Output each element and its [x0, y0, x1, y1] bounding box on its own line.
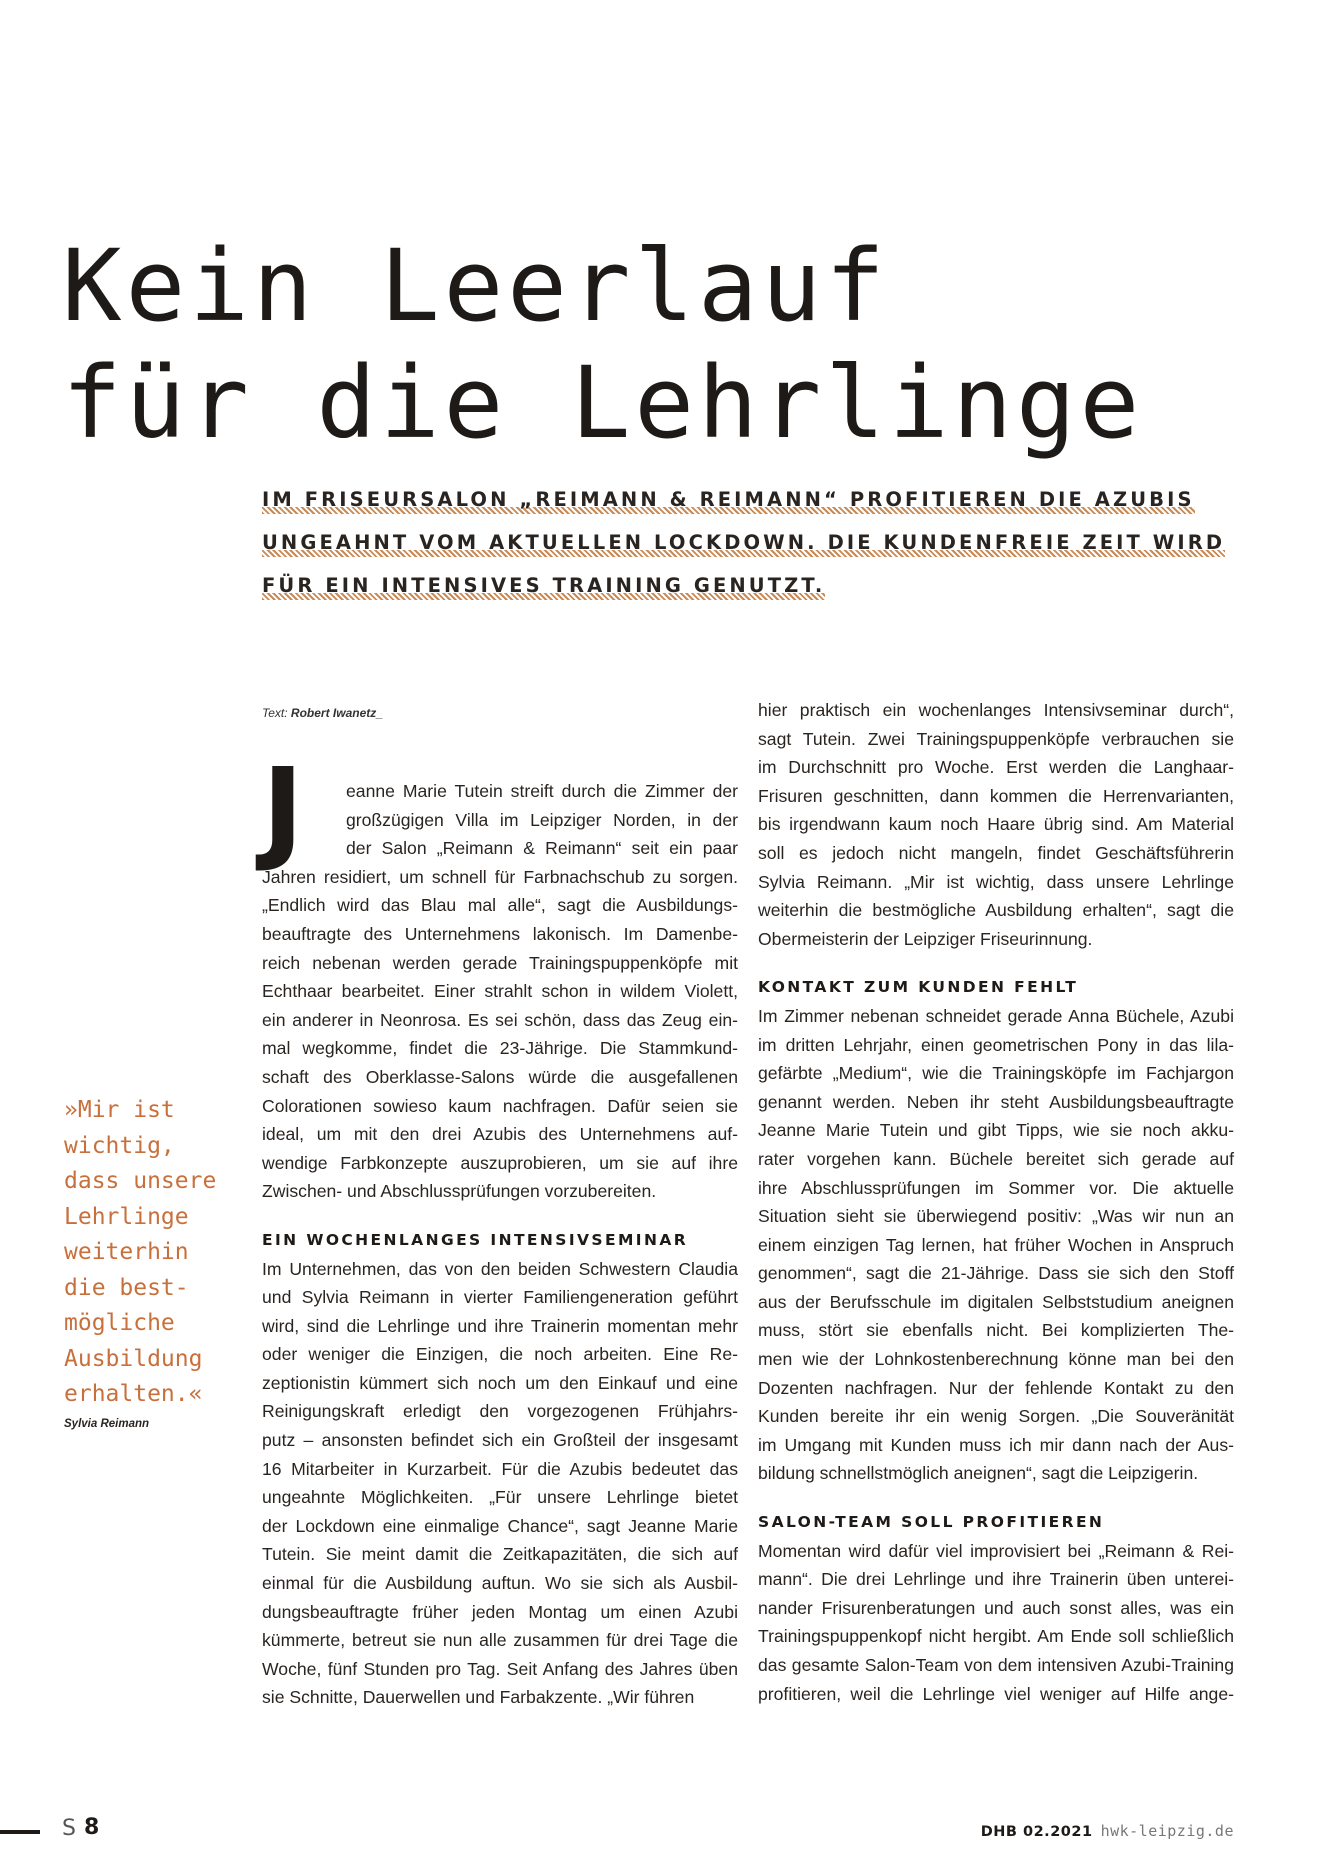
text-line: kümmerte, betreut sie nun alle zusammen für drei Tage die: [262, 1630, 738, 1651]
text-line: Momentan wird dafür viel improvisiert bei „Reimann & Rei-: [758, 1540, 1234, 1561]
text-line: im Durchschnitt pro Woche. Erst werden die Langhaar-: [758, 757, 1234, 778]
credit-label: Text:: [262, 706, 288, 720]
text-line: mann“. Die drei Lehrlinge und ihre Trainerin üben unterei-: [758, 1569, 1234, 1590]
text-line: wendige Farbkonzepte auszuprobieren, um sie auf ihre: [262, 1152, 738, 1173]
text-line: oder weniger die Einzigen, die noch arbeiten. Eine Re-: [262, 1344, 738, 1365]
pull-quote: [64, 1093, 254, 1413]
text-line: men wie der Lohnkostenberechnung könne man bei den: [758, 1349, 1234, 1370]
issue-label: DHB 02.2021: [980, 1824, 1093, 1840]
text-line: das gesamte Salon-Team von dem intensiven Azubi-Training: [758, 1655, 1234, 1675]
text-line: aus der Berufsschule im digitalen Selbststudium aneignen: [758, 1291, 1234, 1312]
footer-info: [981, 1822, 1234, 1840]
text-line: ungeahnte Möglichkeiten. „Für unsere Lehrlinge bietet: [262, 1487, 738, 1508]
text-line: beauftragte des Unternehmens lakonisch. Im Damenbe-: [262, 923, 738, 944]
page-number: 8: [84, 1815, 100, 1840]
text-line: ein anderer in Neonrosa. Es sei schön, dass das Zeug ein-: [262, 1009, 738, 1030]
drop-cap: J: [262, 745, 304, 875]
lead-line-1: IM FRISEURSALON „REIMANN & REIMANN“ PROFITIEREN DIE AZUBIS: [262, 488, 1195, 514]
quote-line: dass unsere: [64, 1168, 217, 1194]
text-line: sagt Tutein. Zwei Trainingspuppenköpfe verbrauchen sie: [758, 728, 1234, 749]
text-line: wird, sind die Lehrlinge und ihre Trainerin momentan mehr: [262, 1315, 738, 1336]
text-line: putz – ansonsten befindet sich ein Großteil der insgesamt: [262, 1430, 738, 1451]
text-line: soll es jedoch nicht mangeln, findet Geschäftsführerin: [758, 842, 1234, 863]
pull-quote-author: Sylvia Reimann: [64, 1418, 150, 1430]
text-line: ideal, um mit den drei Azubis des Unternehmens auf-: [262, 1124, 738, 1145]
text-line: Situation sieht sie überwiegend positiv: „Was wir nun an: [758, 1206, 1234, 1227]
text-line: Trainingspuppenkopf nicht hergibt. Am Ende soll schließlich: [758, 1626, 1234, 1647]
section-lines: [758, 1537, 1234, 1709]
text-line: Colorationen sowieso kaum nachfragen. Dafür seien sie: [262, 1095, 738, 1116]
quote-line: wichtig,: [64, 1132, 175, 1159]
text-line: dungsbeauftragte früher jeden Montag um einen Azubi: [262, 1601, 738, 1622]
text-line: Echthaar bearbeitet. Einer strahlt schon in wildem Violett,: [262, 981, 738, 1002]
lead-line-3: FÜR EIN INTENSIVES TRAINING GENUTZT.: [262, 574, 825, 600]
text-line: der Lockdown eine einmalige Chance“, sagt Jeanne Marie: [262, 1515, 738, 1536]
quote-line: »Mir ist: [64, 1097, 175, 1123]
text-line: gefärbte „Medium“, wie die Trainingsköpfe im Fachjargon: [758, 1063, 1234, 1084]
body-lines: [262, 863, 738, 1206]
text-line: sie Schnitte, Dauerwellen und Farbakzente. „Wir führen: [262, 1687, 695, 1708]
text-line: ihre Abschlussprüfungen im Sommer vor. Die aktuelle: [758, 1177, 1234, 1198]
text-line: reich nebenan werden gerade Trainingspuppenköpfe mit: [262, 952, 738, 973]
quote-line: Ausbildung: [64, 1345, 203, 1372]
text-line: einem einzigen Tag lernen, hat früher Wochen in Anspruch: [758, 1234, 1234, 1255]
quote-line: weiterhin: [64, 1239, 189, 1265]
intro-line: großzügigen Villa im Leipziger Norden, in der: [346, 809, 738, 830]
quote-line: Lehrlinge: [64, 1203, 189, 1230]
text-line: rater vorgehen kann. Büchele bereitet sich gerade auf: [758, 1148, 1234, 1169]
quote-line: erhalten.«: [64, 1381, 203, 1407]
quote-line: mögliche: [64, 1310, 175, 1336]
text-line: Sylvia Reimann. „Mir ist wichtig, dass unsere Lehrlinge: [758, 871, 1234, 892]
title-line-1: Kein Leerlauf: [62, 229, 889, 344]
text-line: profitieren, weil die Lehrlinge viel weniger auf Hilfe ange-: [758, 1683, 1234, 1704]
lead-paragraph: [262, 478, 1226, 607]
text-line: muss, stört sie ebenfalls nicht. Bei komplizierten The-: [758, 1320, 1234, 1341]
article-title: [62, 228, 1262, 462]
text-line: Woche, fünf Stunden pro Tag. Seit Anfang des Jahres üben: [262, 1658, 738, 1679]
text-line: Tutein. Sie meint damit die Zeitkapazitäten, die sich auf: [262, 1544, 738, 1565]
text-line: Im Zimmer nebenan schneidet gerade Anna Büchele, Azubi: [758, 1005, 1234, 1026]
subhead-salon-team: SALON-TEAM SOLL PROFITIEREN: [758, 1513, 1105, 1532]
text-line: hier praktisch ein wochenlanges Intensivseminar durch“,: [758, 700, 1234, 720]
text-line: im dritten Lehrjahr, einen geometrischen Pony in das lila-: [758, 1034, 1234, 1055]
text-line: und Sylvia Reimann in vierter Familiengeneration geführt: [262, 1287, 738, 1308]
text-line: „Endlich wird das Blau mal alle“, sagt die Ausbildungs-: [262, 895, 738, 916]
intro-lines: [262, 777, 738, 863]
text-line: Reinigungskraft erledigt den vorgezogenen Frühjahrs-: [262, 1401, 738, 1422]
subhead-intensivseminar: EIN WOCHENLANGES INTENSIVSEMINAR: [262, 1230, 689, 1249]
section-lines: [262, 1255, 738, 1713]
text-line: einmal für die Ausbildung auftun. Wo sie sich als Ausbil-: [262, 1573, 738, 1594]
text-line: Obermeisterin der Leipziger Friseurinnung.: [758, 928, 1093, 949]
text-line: Dozenten nachfragen. Nur der fehlende Kontakt zu den: [758, 1377, 1234, 1398]
body-lines: [758, 696, 1234, 953]
text-line: im Umgang mit Kunden muss ich mir dann nach der Aus-: [758, 1434, 1234, 1455]
text-line: weiterhin die bestmögliche Ausbildung erhalten“, sagt die: [758, 900, 1234, 921]
article-column-2: [758, 696, 1234, 1708]
credit-author: Robert Iwanetz_: [290, 706, 383, 720]
text-line: nander Frisurenberatungen und auch sonst alles, was ein: [758, 1597, 1234, 1618]
text-line: schaft des Oberklasse-Salons würde die ausgefallenen: [262, 1066, 738, 1087]
text-line: Zwischen- und Abschlussprüfungen vorzubereiten.: [262, 1181, 657, 1202]
article-column-1: [262, 777, 738, 1712]
footer-url[interactable]: hwk-leipzig.de: [1100, 1822, 1234, 1840]
footer-rule: [0, 1830, 40, 1834]
text-line: genommen“, sagt die 21-Jährige. Dass sie sich den Stoff: [758, 1263, 1234, 1284]
author-credit: [262, 706, 383, 720]
footer-section-letter: S: [62, 1816, 76, 1841]
subhead-kontakt: KONTAKT ZUM KUNDEN FEHLT: [758, 978, 1079, 997]
text-line: bildung schnellstmöglich aneignen“, sagt die Leipzigerin.: [758, 1463, 1199, 1484]
text-line: genannt werden. Neben ihr steht Ausbildungsbeauftragte: [758, 1091, 1234, 1112]
section-lines: [758, 1002, 1234, 1488]
text-line: 16 Mitarbeiter in Kurzarbeit. Für die Azubis bedeutet das: [262, 1458, 738, 1479]
lead-line-2: UNGEAHNT VOM AKTUELLEN LOCKDOWN. DIE KUNDENFREIE ZEIT WIRD: [262, 531, 1225, 557]
text-line: Kunden bereite ihr ein wenig Sorgen. „Die Souveränität: [758, 1406, 1234, 1427]
text-line: zeptionistin kümmert sich noch um den Einkauf und eine: [262, 1372, 738, 1393]
quote-line: die best-: [64, 1274, 189, 1301]
intro-line: der Salon „Reimann & Reimann“ seit ein paar: [346, 838, 738, 859]
intro-line: eanne Marie Tutein streift durch die Zimmer der: [346, 781, 738, 801]
text-line: Frisuren geschnitten, dann kommen die Herrenvarianten,: [758, 785, 1234, 806]
text-line: mal wegkomme, findet die 23-Jährige. Die Stammkund-: [262, 1038, 738, 1059]
text-line: Im Unternehmen, das von den beiden Schwestern Claudia: [262, 1258, 738, 1279]
text-line: bis irgendwann kaum noch Haare übrig sind. Am Material: [758, 814, 1234, 835]
text-line: Jeanne Marie Tutein und gibt Tipps, wie sie noch akku-: [758, 1120, 1234, 1141]
title-line-2: für die Lehrlinge: [62, 346, 1144, 461]
text-line: Jahren residiert, um schnell für Farbnachschub zu sorgen.: [262, 866, 738, 887]
